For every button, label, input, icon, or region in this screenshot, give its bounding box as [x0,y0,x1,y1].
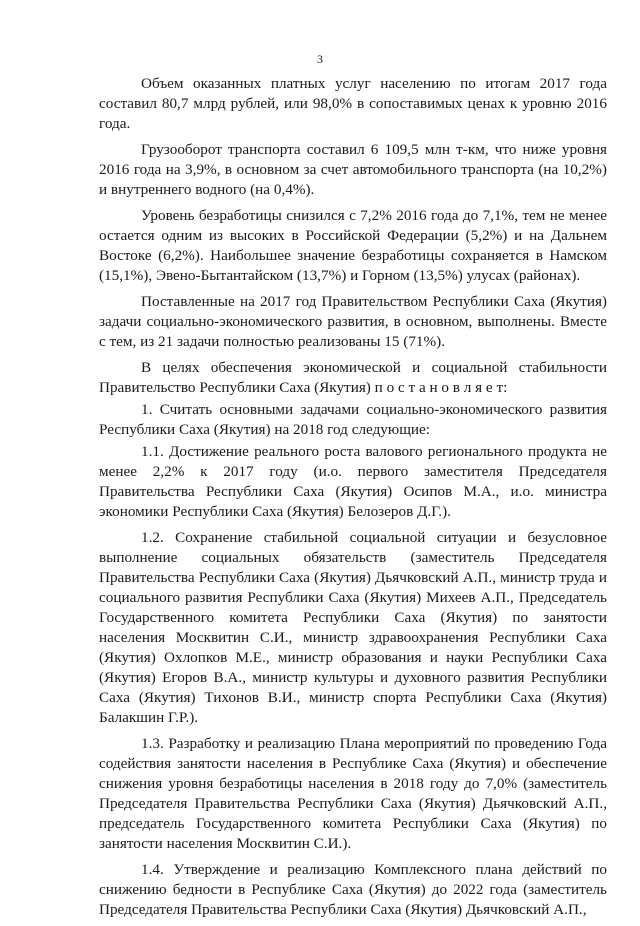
page-number: 3 [317,52,323,66]
paragraph-resolution-intro: В целях обеспечения экономической и социальной стабильности Правительство Республики Саха (Якутия) п о с т а н о в л я е т: [99,359,607,396]
paragraph-unemployment: Уровень безработицы снизился с 7,2% 2016 года до 7,1%, тем не менее остается одним из высоких в Российской Федерации (5,2%) и на Дальнем Востоке (6,2%). Наибольшее значение безработицы сохраняется в Намском (15,1%), Эвено-Бытантайском (13,7%) и Горном (13,5%) улусах (районах). [99,207,607,284]
paragraph-freight-turnover: Грузооборот транспорта составил 6 109,5 млн т-км, что ниже уровня 2016 года на 3,9%, в основном за счет автомобильного транспорта (на 10,2%) и внутреннего водного (на 0,4%). [99,141,607,198]
paragraph-item-1-1: 1.1. Достижение реального роста валового регионального продукта не менее 2,2% к 2017 году (и.о. первого заместителя Председателя Правительства Республики Саха (Якутия) Осипов М.А., и.о. министра экономики Республики Саха (Якутия) Белозеров Д.Г.). [99,443,607,520]
document-body [99,74,607,926]
paragraph-item-1-2: 1.2. Сохранение стабильной социальной ситуации и безусловное выполнение социальных обязательств (заместитель Председателя Правительства Республики Саха (Якутия) Дьячковский А.П., министр труда и социального развития Республики Саха (Якутия) Михеев А.П., Председатель Государственного комитета Республики Саха (Якутия) по занятости населения Москвитин С.И., министр здравоохранения Республики Саха (Якутия) Охлопков М.Е., министр образования и науки Республики Саха (Якутия) Егоров В.А., министр культуры и духовного развития Республики Саха (Якутия) Тихонов В.И., министр спорта Республики Саха (Якутия) Балакшин Г.Р.). [99,529,607,726]
paragraph-item-1-3: 1.3. Разработку и реализацию Плана мероприятий по проведению Года содействия занятости населения в Республике Саха (Якутия) и обеспечение снижения уровня безработицы населения в 2018 году до 7,0% (заместитель Председателя Правительства Республики Саха (Якутия) Дьячковский А.П., председатель Государственного комитета Республики Саха (Якутия) по занятости населения Москвитин С.И.). [99,735,607,852]
paragraph-paid-services: Объем оказанных платных услуг населению по итогам 2017 года составил 80,7 млрд рублей, или 98,0% в сопоставимых ценах к уровню 2016 года. [99,75,607,132]
paragraph-item-1: 1. Считать основными задачами социально-экономического развития Республики Саха (Якутия) на 2018 год следующие: [99,401,607,438]
paragraph-item-1-4: 1.4. Утверждение и реализацию Комплексного плана действий по снижению бедности в Республике Саха (Якутия) до 2022 года (заместитель Председателя Правительства Республики Саха (Якутия) Дьячковский А.П., [99,861,607,918]
paragraph-tasks-2017: Поставленные на 2017 год Правительством Республики Саха (Якутия) задачи социально-экономического развития, в основном, выполнены. Вместе с тем, из 21 задачи полностью реализованы 15 (71%). [99,293,607,350]
